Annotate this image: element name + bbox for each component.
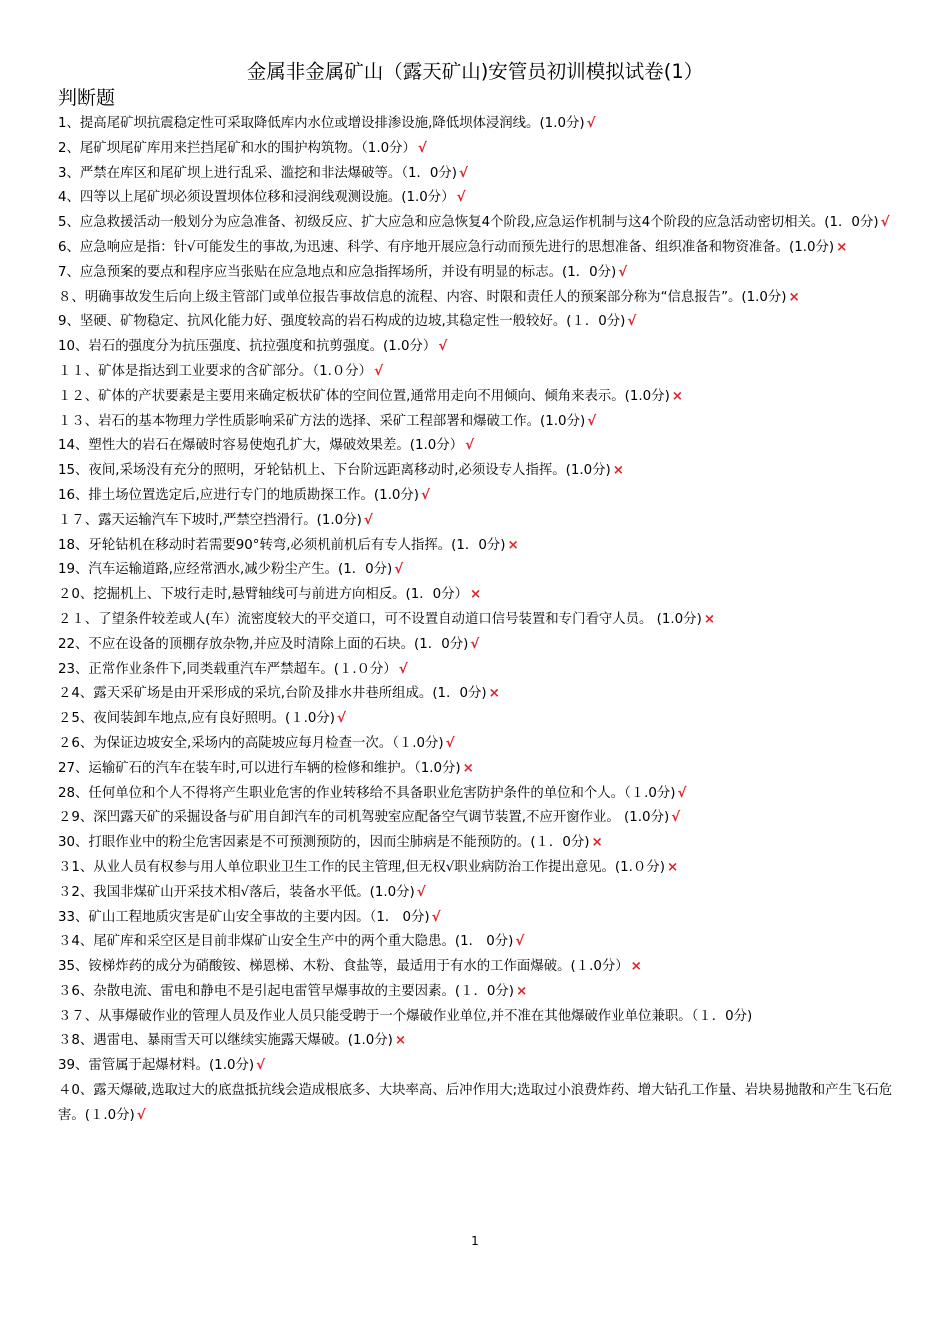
question-text: 39、雷管属于起爆材料。(1.0分) [58, 1058, 255, 1074]
question-text: ２4、露天采矿场是由开采形成的采坑,台阶及排水井巷所组成。(1．0分) [58, 686, 487, 702]
check-mark-icon: √ [618, 264, 628, 280]
question-text: 5、应急救援活动一般划分为应急准备、初级反应、扩大应急和应急恢复4个阶段,应急运作机制与这4个阶段的应急活动密切相关。(1．0分) [58, 215, 879, 231]
question-item [58, 186, 894, 211]
question-text: ３6、杂散电流、雷电和静电不是引起电雷管早爆事故的主要因素。(１．0分) [58, 983, 514, 999]
check-mark-icon: √ [880, 215, 890, 231]
question-item [58, 137, 894, 162]
question-text: ３1、从业人员有权参与用人单位职业卫生工作的民主管理,但无权√职业病防治工作提出意见。(1.０分) [58, 859, 665, 875]
question-item [58, 211, 894, 236]
question-text: ３8、遇雷电、暴雨雪天可以继续实施露天爆破。(1.0分) [58, 1033, 393, 1049]
cross-mark-icon: × [507, 537, 519, 553]
question-item [58, 558, 894, 583]
question-item [58, 980, 894, 1005]
check-mark-icon: √ [363, 512, 373, 528]
question-text: 3、严禁在库区和尾矿坝上进行乱采、滥挖和非法爆破等。（1．0分) [58, 165, 458, 181]
question-item [58, 360, 894, 385]
question-text: ２6、为保证边坡安全,采场内的高陡坡应每月检查一次。（１.0分) [58, 735, 444, 751]
question-text: 23、正常作业条件下,同类载重汽车严禁超车。(１.０分） [58, 661, 397, 677]
question-text: １１、矿体是指达到工业要求的含矿部分。（1.０分） [58, 363, 373, 379]
check-mark-icon: √ [394, 562, 404, 578]
question-item [58, 806, 894, 831]
check-mark-icon: √ [256, 1058, 266, 1074]
question-text: ８、明确事故发生后向上级主管部门或单位报告事故信息的流程、内容、时限和责任人的预案部分称为“信息报告”。(1.0分) [58, 289, 787, 305]
question-item [58, 955, 894, 980]
cross-mark-icon: × [703, 611, 716, 627]
question-text: 4、四等以上尾矿坝必须设置坝体位移和浸润线观测设施。(1.0分） [58, 190, 455, 206]
question-text: ２0、挖掘机上、下坡行走时,悬臂轴线可与前进方向相反。(1．0分） [58, 587, 468, 603]
question-item [58, 459, 894, 484]
question-item [58, 484, 894, 509]
question-text: ４0、露天爆破,选取过大的底盘抵抗线会造成根底多、大块率高、后冲作用大;选取过小浪费炸药、增大钻孔工作量、岩块易抛散和产生飞石危害。(１.0分) [58, 1083, 893, 1123]
check-mark-icon: √ [421, 487, 430, 503]
question-item [58, 410, 894, 435]
question-item [58, 1079, 894, 1129]
question-text: 7、应急预案的要点和程序应当张贴在应急地点和应急指挥场所，并设有明显的标志。(1．0分) [58, 264, 617, 280]
question-item [58, 906, 894, 931]
check-mark-icon: √ [438, 339, 448, 355]
check-mark-icon: √ [515, 934, 525, 950]
check-mark-icon: √ [398, 661, 408, 677]
question-item [58, 1005, 894, 1030]
question-text: 28、任何单位和个人不得将产生职业危害的作业转移给不具备职业危害防护条件的单位和个人。（１.0分) [58, 785, 676, 801]
cross-mark-icon: × [469, 587, 482, 603]
question-item [58, 757, 894, 782]
question-text: １７、露天运输汽车下坡时,严禁空挡滑行。(1.0分) [58, 512, 362, 528]
question-text: 15、夜间,采场没有充分的照明，牙轮钻机上、下台阶远距离移动时,必须设专人指挥。(1.0分) [58, 463, 611, 479]
question-text: 35、铵梯炸药的成分为硝酸铵、梯恩梯、木粉、食盐等，最适用于有水的工作面爆破。(１.0分） [58, 959, 629, 975]
check-mark-icon: √ [374, 363, 383, 379]
question-item [58, 583, 894, 608]
question-text: 33、矿山工程地质灾害是矿山安全事故的主要内因。（1． 0分) [58, 909, 430, 925]
question-text: 30、打眼作业中的粉尘危害因素是不可预测预防的，因而尘肺病是不能预防的。(１．0分) [58, 835, 590, 851]
question-text: 22、不应在设备的顶棚存放杂物,并应及时清除上面的石块。(1．0分) [58, 636, 469, 652]
page-title: 金属非金属矿山（露天矿山)安管员初训模拟试卷(1） [246, 60, 704, 83]
question-item [58, 434, 894, 459]
question-item [58, 658, 894, 683]
question-item [58, 682, 894, 707]
question-item [58, 236, 894, 261]
cross-mark-icon: × [788, 289, 800, 305]
check-mark-icon: √ [417, 140, 427, 156]
question-text: 14、塑性大的岩石在爆破时容易使炮孔扩大，爆破效果差。(1.0分） [58, 438, 464, 454]
cross-mark-icon: × [394, 1033, 407, 1049]
question-list [58, 112, 894, 1129]
question-text: 27、运输矿石的汽车在装车时,可以进行车辆的检修和维护。（1.0分) [58, 760, 461, 776]
question-item [58, 782, 894, 807]
question-item [58, 286, 894, 311]
question-item [58, 1054, 894, 1079]
question-text: 19、汽车运输道路,应经常洒水,减少粉尘产生。(1．0分) [58, 562, 393, 578]
cross-mark-icon: × [671, 388, 684, 404]
question-text: ２5、夜间装卸车地点,应有良好照明。(１.0分) [58, 711, 336, 727]
question-text: 1、提高尾矿坝抗震稳定性可采取降低库内水位或增设排渗设施,降低坝体浸润线。(1.0分) [58, 116, 585, 131]
check-mark-icon: √ [337, 711, 346, 727]
question-item [58, 856, 894, 881]
cross-mark-icon: × [488, 686, 500, 702]
cross-mark-icon: × [630, 959, 642, 975]
question-text: 10、岩石的强度分为抗压强度、抗拉强度和抗剪强度。(1.0分） [58, 339, 437, 355]
question-text: 9、坚硬、矿物稳定、抗风化能力好、强度较高的岩石构成的边坡,其稳定性一般较好。(１．0分) [58, 314, 626, 330]
check-mark-icon: √ [136, 1107, 146, 1123]
question-text: 6、应急响应是指：针√可能发生的事故,为迅速、科学、有序地开展应急行动而预先进行的思想准备、组织准备和物资准备。(1.0分) [58, 239, 835, 255]
check-mark-icon: √ [587, 413, 597, 429]
question-item [58, 707, 894, 732]
question-item [58, 881, 894, 906]
cross-mark-icon: × [612, 463, 624, 479]
page-number: 1 [471, 1234, 479, 1248]
check-mark-icon: √ [470, 636, 480, 652]
question-item [58, 335, 894, 360]
question-text: 2、尾矿坝尾矿库用来拦挡尾矿和水的围护构筑物。（1.0分） [58, 140, 416, 156]
cross-mark-icon: × [462, 760, 474, 776]
question-text: ２１、了望条件较差或人(车）流密度较大的平交道口，可不设置自动道口信号装置和专门看守人员。 (1.0分) [58, 611, 702, 627]
question-item [58, 831, 894, 856]
question-item [58, 608, 894, 633]
question-item [58, 633, 894, 658]
question-item [58, 930, 894, 955]
cross-mark-icon: × [836, 239, 848, 255]
question-item [58, 310, 894, 335]
check-mark-icon: √ [456, 190, 466, 206]
check-mark-icon: √ [431, 909, 441, 925]
question-text: １２、矿体的产状要素是主要用来确定板状矿体的空间位置,通常用走向不用倾向、倾角来表示。(1.0分) [58, 388, 670, 404]
question-item [58, 732, 894, 757]
question-text: ２9、深凹露天矿的采掘设备与矿用自卸汽车的司机驾驶室应配备空气调节装置,不应开窗作业。 (1.0分) [58, 810, 670, 826]
check-mark-icon: √ [677, 785, 687, 801]
question-item [58, 112, 894, 137]
check-mark-icon: √ [445, 735, 455, 751]
question-text: ３７、从事爆破作业的管理人员及作业人员只能受聘于一个爆破作业单位,并不准在其他爆破作业单位兼职。（１．0分) [58, 1008, 753, 1024]
cross-mark-icon: × [666, 859, 679, 875]
question-text: 18、牙轮钻机在移动时若需要90°转弯,必须机前机后有专人指挥。(1．0分) [58, 537, 506, 553]
check-mark-icon: √ [465, 438, 475, 454]
question-item [58, 509, 894, 534]
question-item [58, 534, 894, 559]
question-text: ３4、尾矿库和采空区是目前非煤矿山安全生产中的两个重大隐患。(1． 0分) [58, 934, 514, 950]
check-mark-icon: √ [586, 116, 596, 131]
cross-mark-icon: × [591, 835, 603, 851]
question-item [58, 261, 894, 286]
check-mark-icon: √ [671, 810, 681, 826]
cross-mark-icon: × [516, 983, 528, 999]
question-item [58, 385, 894, 410]
question-text: 16、排土场位置选定后,应进行专门的地质勘探工作。(1.0分) [58, 487, 420, 503]
question-item [58, 162, 894, 187]
question-text: ３2、我国非煤矿山开采技术相√落后，装备水平低。(1.0分) [58, 884, 415, 900]
question-text: １３、岩石的基本物理力学性质影响采矿方法的选择、采矿工程部署和爆破工作。(1.0分) [58, 413, 586, 429]
check-mark-icon: √ [416, 884, 426, 900]
check-mark-icon: √ [459, 165, 468, 181]
question-item [58, 1029, 894, 1054]
section-heading: 判断题 [58, 87, 116, 109]
check-mark-icon: √ [627, 314, 637, 330]
